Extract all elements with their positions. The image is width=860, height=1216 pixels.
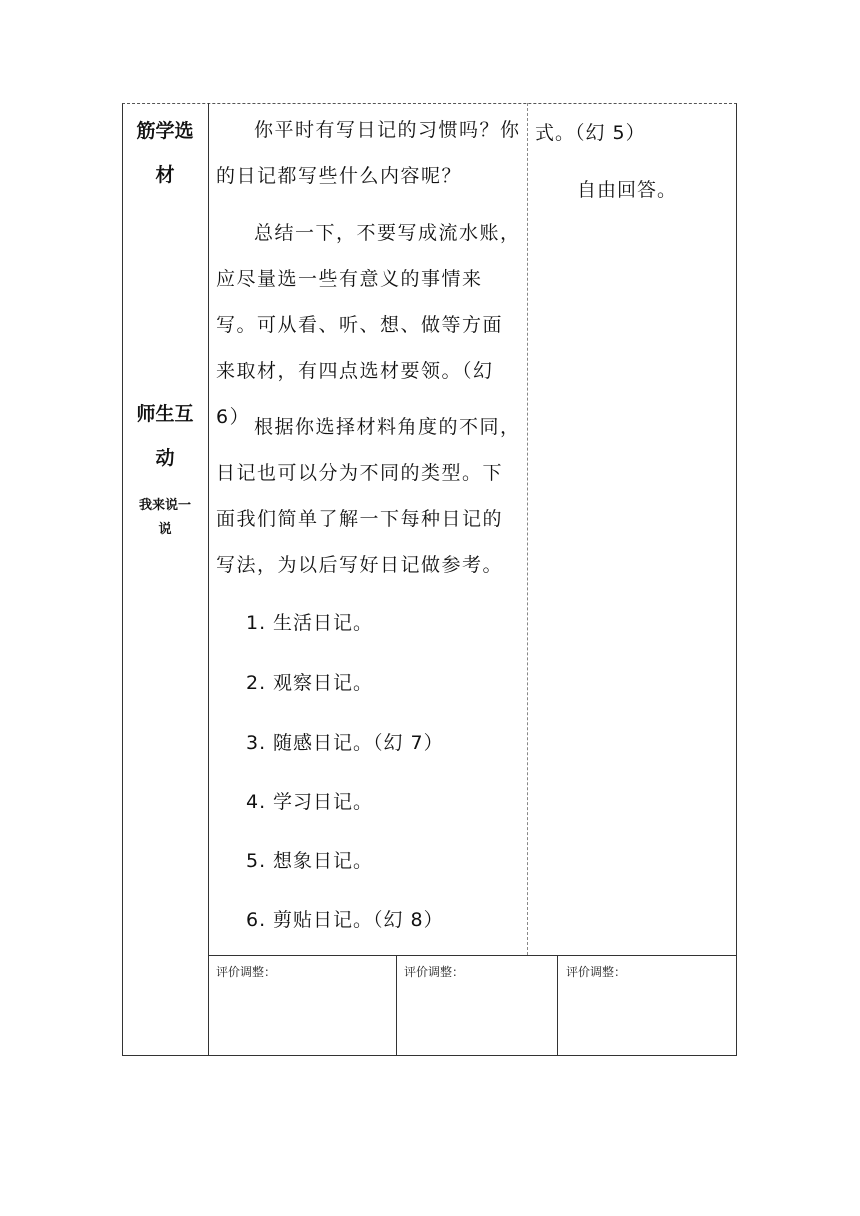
list-item <box>246 608 373 635</box>
content-paragraph-1 <box>216 107 522 199</box>
list-number: 1. <box>246 612 267 634</box>
list-number: 5. <box>246 850 267 872</box>
paragraph-text: 你平时有写日记的习惯吗？你的日记都写些什么内容呢？ <box>216 119 521 187</box>
list-number: 4. <box>246 791 267 813</box>
list-item <box>246 905 444 932</box>
stage-sublabel-line: 我来说一 <box>138 498 191 513</box>
paragraph-text: 总结一下，不要写成流水账，应尽量选一些有意义的事情来写。可从看、听、想、做等方面来取材，有四点选材要领。（幻 6） <box>216 222 521 428</box>
student-activity-line-1: 式。（幻 5） <box>535 122 646 144</box>
list-text: 观察日记。 <box>273 672 374 694</box>
content-paragraph-3 <box>216 404 522 588</box>
evaluation-divider-1 <box>396 955 397 1056</box>
list-item <box>246 728 444 755</box>
stage-label-selection <box>122 109 208 197</box>
list-text: 随感日记。（幻 7） <box>273 732 444 754</box>
list-text: 生活日记。 <box>273 612 374 634</box>
column-divider-left <box>208 103 209 1056</box>
list-text: 剪贴日记。（幻 8） <box>273 909 444 931</box>
stage-sublabel-line: 说 <box>158 522 172 537</box>
stage-label-line: 动 <box>155 447 175 469</box>
stage-label-interaction <box>122 392 208 480</box>
list-number: 6. <box>246 909 267 931</box>
list-number: 2. <box>246 672 267 694</box>
evaluation-row-divider <box>208 955 737 956</box>
student-activity-line-2: 自由回答。 <box>577 179 678 201</box>
evaluation-label-2: 评价调整： <box>404 965 465 979</box>
stage-sublabel <box>122 494 208 542</box>
stage-label-line: 筋学选 <box>136 120 194 142</box>
list-text: 学习日记。 <box>273 791 374 813</box>
evaluation-label-3: 评价调整： <box>566 965 627 979</box>
list-text: 想象日记。 <box>273 850 374 872</box>
evaluation-label-1: 评价调整： <box>216 965 277 979</box>
list-number: 3. <box>246 732 267 754</box>
list-item <box>246 668 373 695</box>
list-item <box>246 787 373 814</box>
column-divider-right <box>527 103 528 955</box>
stage-label-line: 材 <box>155 164 175 186</box>
stage-label-line: 师生互 <box>136 403 194 425</box>
list-item <box>246 846 373 873</box>
paragraph-text: 根据你选择材料角度的不同，日记也可以分为不同的类型。下面我们简单了解一下每种日记的写法，为以后写好日记做参考。 <box>216 416 521 576</box>
evaluation-divider-2 <box>557 955 558 1056</box>
